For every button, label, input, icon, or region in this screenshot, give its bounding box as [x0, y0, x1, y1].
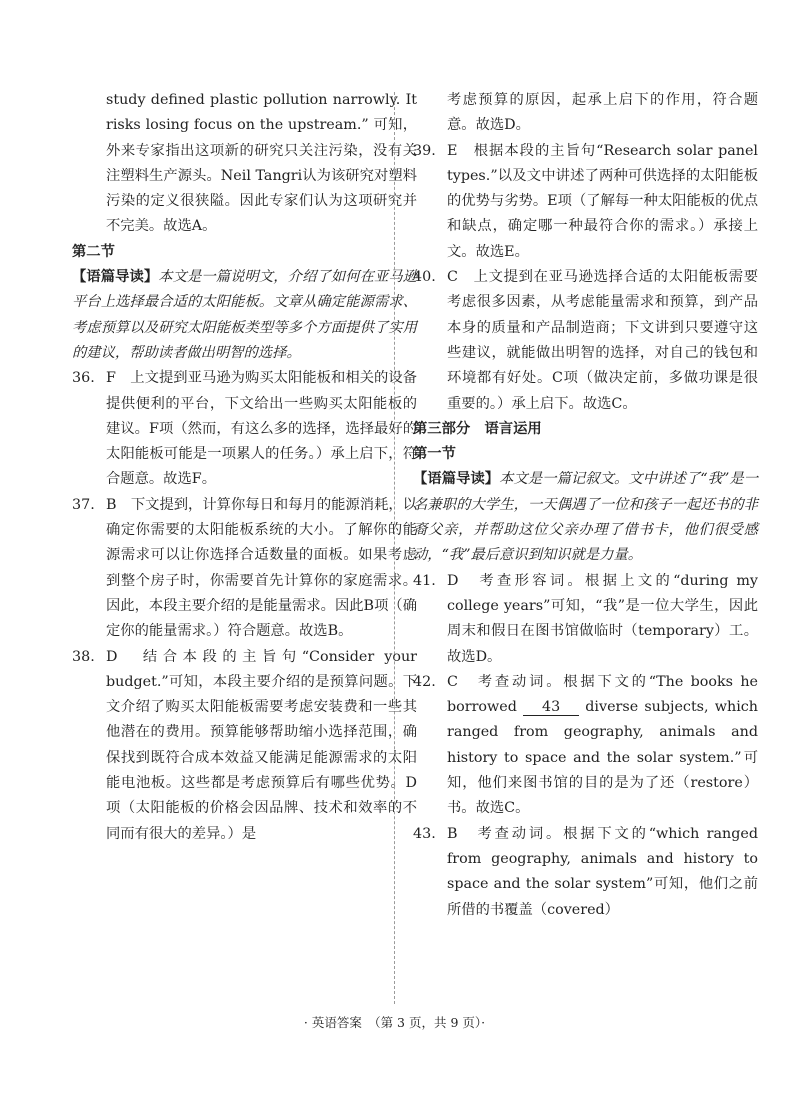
blank-43: 43	[523, 699, 579, 716]
answer-37	[72, 493, 417, 645]
guide-tag: 【语篇导读】	[72, 269, 159, 286]
reading-guide-section-2	[72, 265, 417, 366]
answer-35-continuation: study defined plastic pollution narrowly. It risks losing focus on the upstream.” 可知，外来专家指出这项新的研究只关注污染，没有关注塑料生产源头。Neil Tangri认为该研究对塑料污染的定义很狭隘。因此专家们认为这项研究并不完美。故选A。	[106, 92, 417, 235]
answer-number: 42.	[413, 673, 436, 690]
answer-41	[413, 569, 758, 670]
answer-number: 40.	[413, 269, 436, 286]
left-column	[72, 88, 417, 847]
answer-36	[72, 366, 417, 492]
section-1-heading: 第一节	[413, 446, 456, 463]
section-2-heading: 第二节	[72, 243, 115, 260]
answer-39	[413, 139, 758, 265]
answer-40	[413, 265, 758, 417]
answer-number: 43.	[413, 825, 436, 842]
guide-text: 本文是一篇记叙文。文中讲述了“我”是一名兼职的大学生，一天偶遇了一位和孩子一起还书的非裔父亲，并帮助这位父亲办理了借书卡，他们很受感动，“我”最后意识到知识就是力量。	[413, 471, 758, 564]
answer-text: D 结合本段的主旨句“Consider your budget.”可知，本段主要介绍的是预算问题。下文介绍了购买太阳能板需要考虑安装费和一些其他潜在的费用。预算能够帮助缩小选择范围，确保找到既符合成本效益又能满足能源需求的太阳能电池板。这些都是考虑预算后有哪些优势。D项（太阳能板的价格会因品牌、技术和效率的不同而有很大的差异。）是	[106, 648, 417, 842]
answer-text: B 下文提到，计算你每日和每月的能源消耗，以确定你需要的太阳能板系统的大小。了解你的能源需求可以让你选择合适数量的面板。如果考虑到整个房子时，你需要首先计算你的家庭需求。因此，本段主要介绍的是能量需求。因此B项（确定你的能量需求。）符合题意。故选B。	[106, 496, 417, 640]
answer-text: C 上文提到在亚马逊选择合适的太阳能板需要考虑很多因素，从考虑能量需求和预算，到产品本身的质量和产品制造商；下文讲到只要遵守这些建议，就能做出明智的选择，对自己的钱包和环境都有好处。C项（做决定前，多做功课是很重要的。）承上启下。故选C。	[447, 269, 758, 412]
answer-text	[447, 670, 758, 822]
column-divider	[394, 92, 395, 1004]
reading-guide-part-3	[413, 467, 758, 568]
answer-42	[413, 670, 758, 822]
page-footer: · 英语答案 （第 3 页，共 9 页）·	[303, 1015, 486, 1030]
part-3-heading: 第三部分 语言运用	[413, 420, 542, 437]
answer-number: 39.	[413, 142, 436, 159]
answer-text-pre: C 考查动词。根据下文的“The books he borrowed	[447, 673, 758, 716]
answer-number: 37.	[72, 496, 95, 513]
answer-43	[413, 822, 758, 923]
answer-text: B 考查动词。根据下文的“which ranged from geography, animals and history to space and the solar system”可知，他们之前所借的书覆盖（covered）	[447, 825, 758, 918]
answer-number: 38.	[72, 648, 95, 665]
answer-number: 41.	[413, 572, 436, 589]
right-column	[413, 88, 758, 923]
guide-text: 本文是一篇说明文，介绍了如何在亚马逊平台上选择最合适的太阳能板。文章从确定能源需求、考虑预算以及研究太阳能板类型等多个方面提供了实用的建议，帮助读者做出明智的选择。	[72, 269, 418, 361]
answer-38-continuation: 考虑预算的原因，起承上启下的作用，符合题意。故选D。	[447, 92, 758, 134]
answer-number: 36.	[72, 370, 95, 387]
answer-text: F 上文提到亚马逊为购买太阳能板和相关的设备提供便利的平台，下文给出一些购买太阳能板的建议。F项（然而，有这么多的选择，选择最好的太阳能板可能是一项累人的任务。）承上启下，符合题意。故选F。	[106, 370, 417, 488]
answer-text: D 考查形容词。根据上文的“during my college years”可知，“我”是一位大学生，因此周末和假日在图书馆做临时（temporary）工。故选D。	[447, 572, 758, 665]
answer-text-post: diverse subjects, which ranged from geography, animals and history to space and the solar system.”可知，他们来图书馆的目的是为了还（restore）书。故选C。	[447, 699, 758, 817]
answer-38	[72, 645, 417, 847]
answer-text: E 根据本段的主旨句“Research solar panel types.”以及文中讲述了两种可供选择的太阳能板的优势与劣势。E项（了解每一种太阳能板的优点和缺点，确定哪一种最符合你的需求。）承接上文。故选E。	[447, 142, 758, 260]
guide-tag: 【语篇导读】	[413, 471, 500, 488]
